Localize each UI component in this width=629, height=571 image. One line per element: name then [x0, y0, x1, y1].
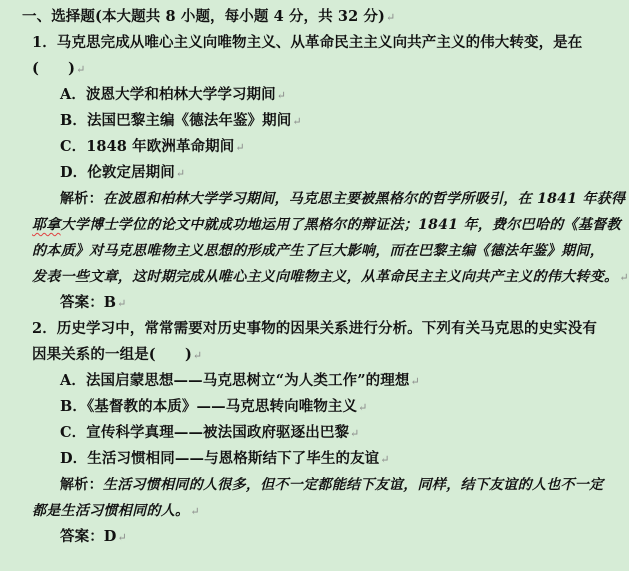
- q1-option-b: [22, 108, 617, 134]
- q1-explanation-text-3: 的本质》对马克思唯物主义思想的形成产生了巨大影响，而在巴黎主编《德法年鉴》期间，: [32, 243, 604, 259]
- paragraph-mark-icon: ↵: [380, 453, 390, 466]
- q2-option-a: [22, 368, 617, 394]
- paragraph-mark-icon: ↵: [350, 427, 360, 440]
- q1-explanation-line2: [22, 212, 621, 238]
- paragraph-mark-icon: ↵: [190, 505, 200, 518]
- q2-stem-text-2: 因果关系的一组是( ): [32, 346, 192, 363]
- paragraph-mark-icon: ↵: [117, 297, 127, 310]
- paragraph-mark-icon: ↵: [410, 375, 420, 388]
- paragraph-mark-icon: ↵: [276, 89, 287, 102]
- paragraph-mark-icon: ↵: [385, 11, 396, 24]
- q1-stem-line2: [22, 56, 617, 82]
- q1-explanation-text-2: 大学博士学位的论文中就成功地运用了黑格尔的辩证法；1841 年，费尔巴哈的《基督教: [60, 217, 621, 233]
- q2-option-a-text: A．法国启蒙思想——马克思树立“为人类工作”的理想: [60, 372, 410, 389]
- q2-explanation-text-2: 都是生活习惯相同的人。: [32, 503, 190, 519]
- q1-answer-text: 答案：B: [60, 294, 117, 311]
- q1-explanation-text-4: 发表一些文章，这时期完成从唯心主义向唯物主义，从革命民主主义向共产主义的伟大转变。: [32, 269, 619, 285]
- q2-option-c: [22, 420, 617, 446]
- q1-explanation-line3: [22, 238, 617, 264]
- paragraph-mark-icon: ↵: [358, 401, 368, 414]
- q1-explanation-line1: [22, 186, 626, 212]
- q2-option-d: [22, 446, 617, 472]
- section-heading: [22, 4, 617, 30]
- q1-option-a: [22, 82, 617, 108]
- section-heading-text: 一、选择题(本大题共 8 小题，每小题 4 分，共 32 分): [22, 8, 385, 25]
- q2-explanation-text-1: 生活习惯相同的人很多，但不一定都能结下友谊，同样，结下友谊的人也不一定: [102, 477, 604, 493]
- q1-option-a-text: A．波恩大学和柏林大学学习期间: [60, 86, 276, 103]
- q1-stem-text-1: 1．马克思完成从唯心主义向唯物主义、从革命民主主义向共产主义的伟大转变，是在: [32, 34, 583, 51]
- q2-stem-line1: [22, 316, 617, 342]
- q2-option-b-text: B．《基督教的本质》——马克思转向唯物主义: [60, 398, 358, 415]
- paragraph-mark-icon: ↵: [117, 531, 127, 544]
- q2-answer-text: 答案：D: [60, 528, 117, 545]
- q2-explanation-line2: [22, 498, 617, 524]
- q2-option-d-text: D．生活习惯相同——与恩格斯结下了毕生的友谊: [60, 450, 380, 467]
- q2-explanation-label: 解析：: [60, 477, 103, 493]
- paragraph-mark-icon: ↵: [292, 115, 302, 128]
- paragraph-mark-icon: ↵: [235, 141, 245, 154]
- q1-stem-text-2: ( ): [32, 60, 76, 77]
- q1-stem-line1: [22, 30, 617, 56]
- q2-stem-text-1: 2．历史学习中，常常需要对历史事物的因果关系进行分析。下列有关马克思的史实没有: [32, 320, 597, 337]
- q2-answer: [22, 524, 617, 550]
- q1-explanation-line4: [22, 264, 629, 290]
- q1-explanation-text-1: 在波恩和柏林大学学习期间，马克思主要被黑格尔的哲学所吸引，在 1841 年获得: [102, 191, 626, 207]
- paragraph-mark-icon: ↵: [619, 271, 629, 284]
- q2-option-c-text: C．宣传科学真理——被法国政府驱逐出巴黎: [60, 424, 350, 441]
- paragraph-mark-icon: ↵: [192, 349, 203, 362]
- q1-option-d: [22, 160, 617, 186]
- q1-answer: [22, 290, 617, 316]
- q1-explanation-spellcheck-word: 耶拿: [32, 217, 61, 233]
- paragraph-mark-icon: ↵: [175, 167, 186, 180]
- q1-explanation-label: 解析：: [60, 191, 103, 207]
- q1-option-d-text: D．伦敦定居期间: [60, 164, 175, 181]
- q1-option-c-text: C．1848 年欧洲革命期间: [60, 138, 235, 155]
- paragraph-mark-icon: ↵: [76, 63, 86, 76]
- q2-explanation-line1: [22, 472, 617, 498]
- q1-option-c: [22, 134, 617, 160]
- q2-option-b: [22, 394, 617, 420]
- q2-stem-line2: [22, 342, 617, 368]
- q1-option-b-text: B．法国巴黎主编《德法年鉴》期间: [60, 112, 292, 129]
